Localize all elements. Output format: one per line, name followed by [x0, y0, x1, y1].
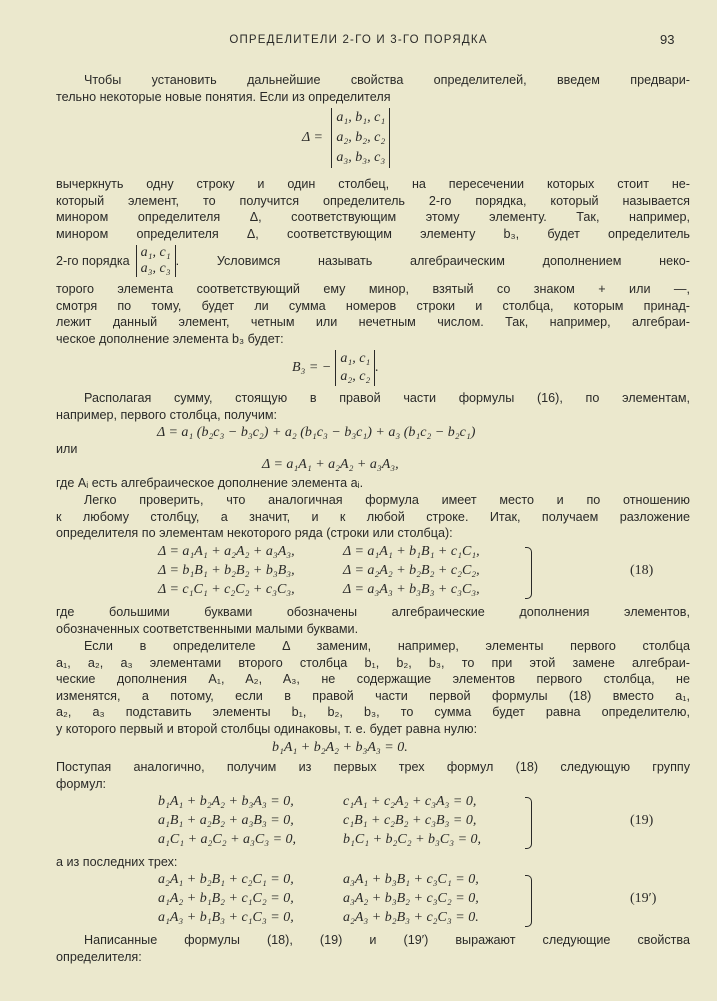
equation-left: a₂A₁ + b₂B₁ + c₂C₁ = 0, [158, 872, 294, 887]
equation-left: a₁A₃ + b₁B₃ + c₁C₃ = 0, [158, 910, 294, 925]
text-line: формул: [56, 776, 107, 791]
inline-minor-matrix [136, 245, 176, 277]
paragraph-last-three [56, 854, 690, 871]
matrix-row: a₃, c₃ [140, 261, 171, 276]
formula-expansion: Δ = a₁ (b₂c₃ − b₃c₂) + a₂ (b₁c₃ − b₃c₁) + a₃ (b₁c₂ − b₂c₁) [157, 425, 476, 440]
right-brace-icon [525, 797, 532, 849]
matrix-row: a₁, b₁, c₁ [336, 110, 386, 125]
text-line: Чтобы установить дальнейшие свойства определителей, введем предвари- [84, 73, 690, 87]
equation-right: c₁B₁ + c₂B₂ + c₃B₃ = 0, [343, 813, 477, 828]
equation-right: Δ = a₃A₃ + b₃B₃ + c₃C₃, [343, 582, 480, 597]
equation-left: Δ = a₁A₁ + a₂A₂ + a₃A₃, [158, 544, 295, 559]
matrix-row: a₂, b₂, c₂ [336, 130, 386, 145]
text-or: или [56, 442, 78, 456]
matrix-row: a₂, c₂ [340, 369, 371, 384]
formula-system-19 [0, 794, 717, 852]
matrix-row: a₁, c₁ [340, 351, 371, 366]
paragraph-analogous [56, 759, 690, 792]
text-line: Поступая аналогично, получим из первых трех формул (18) следующую группу [56, 760, 690, 774]
minor-matrix [335, 350, 375, 386]
text-line: a₁, a₂, a₃ элементами второго столбца b₁, b₂, b₃, то при этой замене алгебраи- [56, 655, 690, 670]
inline-text-post: . Условимся называть алгебраическим дополнением неко- [175, 254, 690, 268]
paragraph-easy-check [56, 492, 690, 542]
text-line: например, первого столбца, получим: [56, 407, 278, 422]
text-line: смотря по тому, будет ли сумма номеров строки и столбца, которым принад- [56, 298, 690, 313]
text-line: определителя: [56, 949, 142, 964]
text-line: изменятся, а потому, если в правой части первой формулы (18) вместо a₁, [56, 688, 690, 703]
equation-left: Δ = c₁C₁ + c₂C₂ + c₃C₃, [158, 582, 295, 597]
equation-left: b₁A₁ + b₂A₂ + b₃A₃ = 0, [158, 794, 294, 809]
text-line: Располагая сумму, стоящую в правой части формулы (16), по элементам, [84, 391, 690, 405]
paragraph-intro [56, 72, 690, 105]
equation-right: b₁C₁ + b₂C₂ + b₃C₃ = 0, [343, 832, 482, 847]
right-brace-icon [525, 547, 532, 599]
text-line: который элемент, то получится определитель 2-го порядка, который называется [56, 193, 690, 208]
text-line: торого элемента соответствующий ему минор, взятый со знаком + или —, [56, 282, 690, 296]
paragraph-properties [56, 932, 690, 965]
text-line: минором определителя Δ, соответствующим этому элементу. Так, например, [56, 210, 690, 225]
running-title: ОПРЕДЕЛИТЕЛИ 2-ГО И 3-ГО ПОРЯДКА [229, 34, 488, 46]
matrix-row: a₁, c₁ [140, 245, 171, 260]
paragraph-expansion [56, 390, 690, 423]
text-line: ческое дополнение элемента b₃ будет: [56, 331, 284, 346]
equation-right: Δ = a₁A₁ + b₁B₁ + c₁C₁, [343, 544, 480, 559]
formula-trail: . [375, 360, 379, 375]
equation-right: a₃A₁ + b₃B₁ + c₃C₁ = 0, [343, 872, 479, 887]
formula-system-18 [0, 544, 717, 602]
text-line: обозначенных соответственными малыми буквами. [56, 621, 359, 636]
equation-number: (19′) [630, 891, 657, 906]
paragraph-capital-letters [56, 604, 690, 637]
text-line: Если в определителе Δ заменим, например, элементы первого столбца [84, 639, 690, 653]
equation-right: c₁A₁ + c₂A₂ + c₃A₃ = 0, [343, 794, 477, 809]
equation-left: Δ = b₁B₁ + b₂B₂ + b₃B₃, [158, 563, 295, 578]
text-line: где большими буквами обозначены алгебраические дополнения элементов, [56, 605, 690, 619]
equation-number: (19) [630, 813, 654, 828]
formula-sum: Δ = a₁A₁ + a₂A₂ + a₃A₃, [262, 457, 399, 472]
inline-text-pre: 2-го порядка [56, 254, 130, 268]
text-line: минором определителя Δ, соответствующим элементу b₃, будет определитель [56, 226, 690, 241]
paragraph-minor-definition [56, 176, 690, 242]
text-line: тельно некоторые новые понятия. Если из определителя [56, 89, 391, 104]
text-line: определителя по элементам некоторого ряда (строки или столбца): [56, 526, 453, 541]
paragraph-where [56, 475, 690, 492]
equation-left: a₁C₁ + a₂C₂ + a₃C₃ = 0, [158, 832, 297, 847]
text-line: Написанные формулы (18), (19) и (19′) выражают следующие свойства [84, 933, 690, 947]
inline-minor-line [56, 245, 690, 277]
formula-b3 [292, 350, 379, 386]
text-line: где Aᵢ есть алгебраическое дополнение элемента aᵢ. [56, 476, 364, 490]
equation-right: a₂A₃ + b₂B₃ + c₂C₃ = 0. [343, 910, 479, 925]
formula-system-19-prime [0, 872, 717, 930]
determinant-matrix [331, 108, 390, 168]
equation-left: a₁A₂ + b₁B₂ + c₁C₂ = 0, [158, 891, 294, 906]
equation-right: Δ = a₂A₂ + b₂B₂ + c₂C₂, [343, 563, 480, 578]
text-line: Легко проверить, что аналогичная формула имеет место и по отношению [84, 493, 690, 507]
right-brace-icon [525, 875, 532, 927]
paragraph-replace [56, 638, 690, 738]
matrix-row: a₃, b₃, c₃ [336, 150, 386, 165]
page-number: 93 [660, 32, 675, 47]
equation-right: a₃A₂ + b₃B₂ + c₃C₂ = 0, [343, 891, 479, 906]
determinant-lhs: Δ = [302, 130, 323, 145]
text-line: a₂, a₃ подставить элементы b₁, b₂, b₃, то сумма будет равна определителю, [56, 705, 690, 720]
text-line: у которого первый и второй столбцы одинаковы, т. е. будет равна нулю: [56, 721, 478, 736]
text-line: лежит данный элемент, четным или нечетным числом. Так, например, алгебраи- [56, 315, 690, 330]
text-line: а из последних трех: [56, 855, 178, 869]
determinant-3x3 [302, 108, 390, 168]
equation-left: a₁B₁ + a₂B₂ + a₃B₃ = 0, [158, 813, 294, 828]
paragraph-algebraic-complement [56, 281, 690, 347]
formula-lhs: B₃ = − [292, 360, 332, 375]
formula-zero-sum: b₁A₁ + b₂A₂ + b₃A₃ = 0. [272, 740, 408, 755]
equation-number: (18) [630, 563, 654, 578]
text-line: к любому столбцу, а значит, и к любой строке. Итак, получаем разложение [56, 509, 690, 524]
text-line: вычеркнуть одну строку и один столбец, на пересечении которых стоит не- [56, 177, 690, 191]
text-line: ческие дополнения A₁, A₂, A₃, не содержащие элементов первого столбца, не [56, 672, 690, 687]
